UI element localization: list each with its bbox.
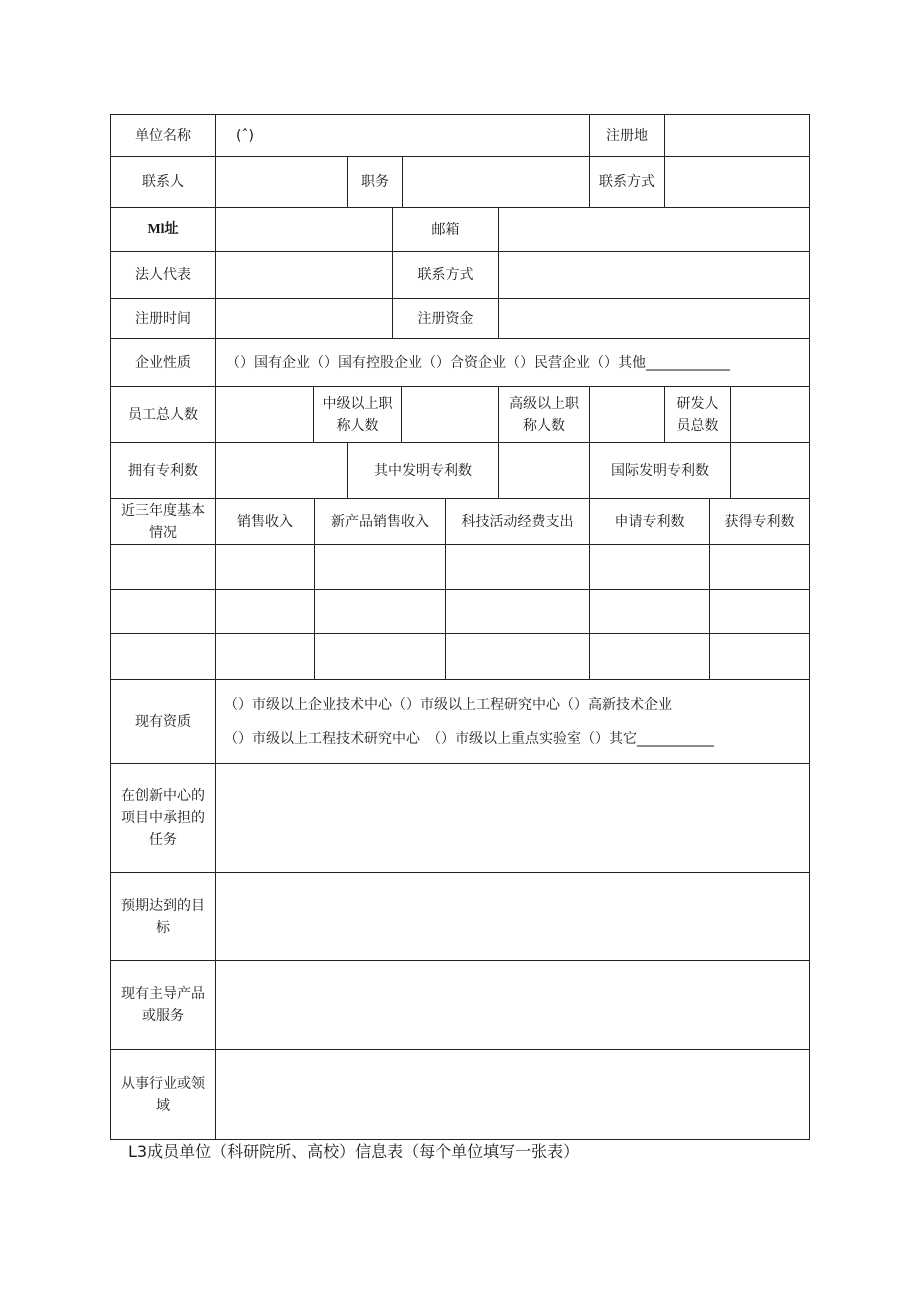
member-info-form bbox=[110, 114, 810, 1140]
high-title-field[interactable] bbox=[590, 387, 665, 443]
reg-time-field[interactable] bbox=[216, 299, 393, 339]
product-label: 现有主导产品或服务 bbox=[111, 961, 216, 1050]
year1-applied[interactable] bbox=[590, 545, 710, 590]
qualifications-options[interactable] bbox=[216, 680, 809, 764]
patents-field[interactable] bbox=[216, 443, 348, 499]
year2-applied[interactable] bbox=[590, 590, 710, 634]
address-label: Ml址 bbox=[111, 208, 216, 252]
industry-label: 从事行业或领域 bbox=[111, 1050, 216, 1139]
table-caption: L3成员单位（科研院所、高校）信息表（每个单位填写一张表） bbox=[128, 1142, 580, 1161]
legal-rep-field[interactable] bbox=[216, 252, 393, 299]
year1-tech-spend[interactable] bbox=[446, 545, 590, 590]
reg-capital-label: 注册资金 bbox=[393, 299, 499, 339]
year3-granted[interactable] bbox=[710, 634, 809, 680]
year3-sales[interactable] bbox=[216, 634, 315, 680]
invention-patents-field[interactable] bbox=[499, 443, 590, 499]
rd-staff-field[interactable] bbox=[731, 387, 809, 443]
unit-name-field[interactable]: (ˆ) bbox=[216, 115, 590, 157]
year1-new-sales[interactable] bbox=[315, 545, 446, 590]
goal-field[interactable] bbox=[216, 873, 809, 961]
patents-applied-header: 申请专利数 bbox=[590, 499, 710, 545]
legal-contact-field[interactable] bbox=[499, 252, 809, 299]
invention-patents-label: 其中发明专利数 bbox=[348, 443, 499, 499]
basic-situation-label: 近三年度基本情况 bbox=[111, 499, 216, 545]
patents-label: 拥有专利数 bbox=[111, 443, 216, 499]
reg-place-field[interactable] bbox=[665, 115, 809, 157]
intl-patents-field[interactable] bbox=[731, 443, 809, 499]
contact-person-field[interactable] bbox=[216, 157, 348, 208]
year3-tech-spend[interactable] bbox=[446, 634, 590, 680]
year3-new-sales[interactable] bbox=[315, 634, 446, 680]
reg-time-label: 注册时间 bbox=[111, 299, 216, 339]
staff-total-field[interactable] bbox=[216, 387, 314, 443]
unit-name-label: 单位名称 bbox=[111, 115, 216, 157]
contact-person-label: 联系人 bbox=[111, 157, 216, 208]
email-field[interactable] bbox=[499, 208, 809, 252]
rd-staff-label: 研发人员总数 bbox=[665, 387, 731, 443]
year3-applied[interactable] bbox=[590, 634, 710, 680]
qualifications-line-2: （）市级以上工程技术研究中心 （）市级以上重点实验室（）其它___________ bbox=[224, 731, 714, 747]
year2-tech-spend[interactable] bbox=[446, 590, 590, 634]
position-label: 职务 bbox=[348, 157, 403, 208]
year-label-3 bbox=[111, 634, 216, 680]
mid-title-label: 中级以上职称人数 bbox=[314, 387, 402, 443]
industry-field[interactable] bbox=[216, 1050, 809, 1139]
year2-granted[interactable] bbox=[710, 590, 809, 634]
high-title-label: 高级以上职称人数 bbox=[499, 387, 590, 443]
year-label-2 bbox=[111, 590, 216, 634]
position-field[interactable] bbox=[403, 157, 590, 208]
year2-new-sales[interactable] bbox=[315, 590, 446, 634]
address-field[interactable] bbox=[216, 208, 393, 252]
reg-capital-field[interactable] bbox=[499, 299, 809, 339]
year2-sales[interactable] bbox=[216, 590, 315, 634]
qualifications-label: 现有资质 bbox=[111, 680, 216, 764]
year1-sales[interactable] bbox=[216, 545, 315, 590]
intl-patents-label: 国际发明专利数 bbox=[590, 443, 731, 499]
legal-rep-label: 法人代表 bbox=[111, 252, 216, 299]
reg-place-label: 注册地 bbox=[590, 115, 665, 157]
patents-granted-header: 获得专利数 bbox=[710, 499, 809, 545]
task-field[interactable] bbox=[216, 764, 809, 873]
goal-label: 预期达到的目标 bbox=[111, 873, 216, 961]
year1-granted[interactable] bbox=[710, 545, 809, 590]
staff-total-label: 员工总人数 bbox=[111, 387, 216, 443]
qualifications-line-1: （）市级以上企业技术中心（）市级以上工程研究中心（）高新技术企业 bbox=[224, 697, 672, 713]
enterprise-nature-label: 企业性质 bbox=[111, 339, 216, 387]
task-label: 在创新中心的项目中承担的任务 bbox=[111, 764, 216, 873]
year-label-1 bbox=[111, 545, 216, 590]
sales-revenue-header: 销售收入 bbox=[216, 499, 315, 545]
mid-title-field[interactable] bbox=[402, 387, 499, 443]
product-field[interactable] bbox=[216, 961, 809, 1050]
legal-contact-label: 联系方式 bbox=[393, 252, 499, 299]
contact-method-field[interactable] bbox=[665, 157, 809, 208]
enterprise-nature-options[interactable]: （）国有企业（）国有控股企业（）合资企业（）民营企业（）其他____________ bbox=[216, 339, 809, 387]
contact-method-label: 联系方式 bbox=[590, 157, 665, 208]
tech-spend-header: 科技活动经费支出 bbox=[446, 499, 590, 545]
new-product-sales-header: 新产品销售收入 bbox=[315, 499, 446, 545]
email-label: 邮箱 bbox=[393, 208, 499, 252]
